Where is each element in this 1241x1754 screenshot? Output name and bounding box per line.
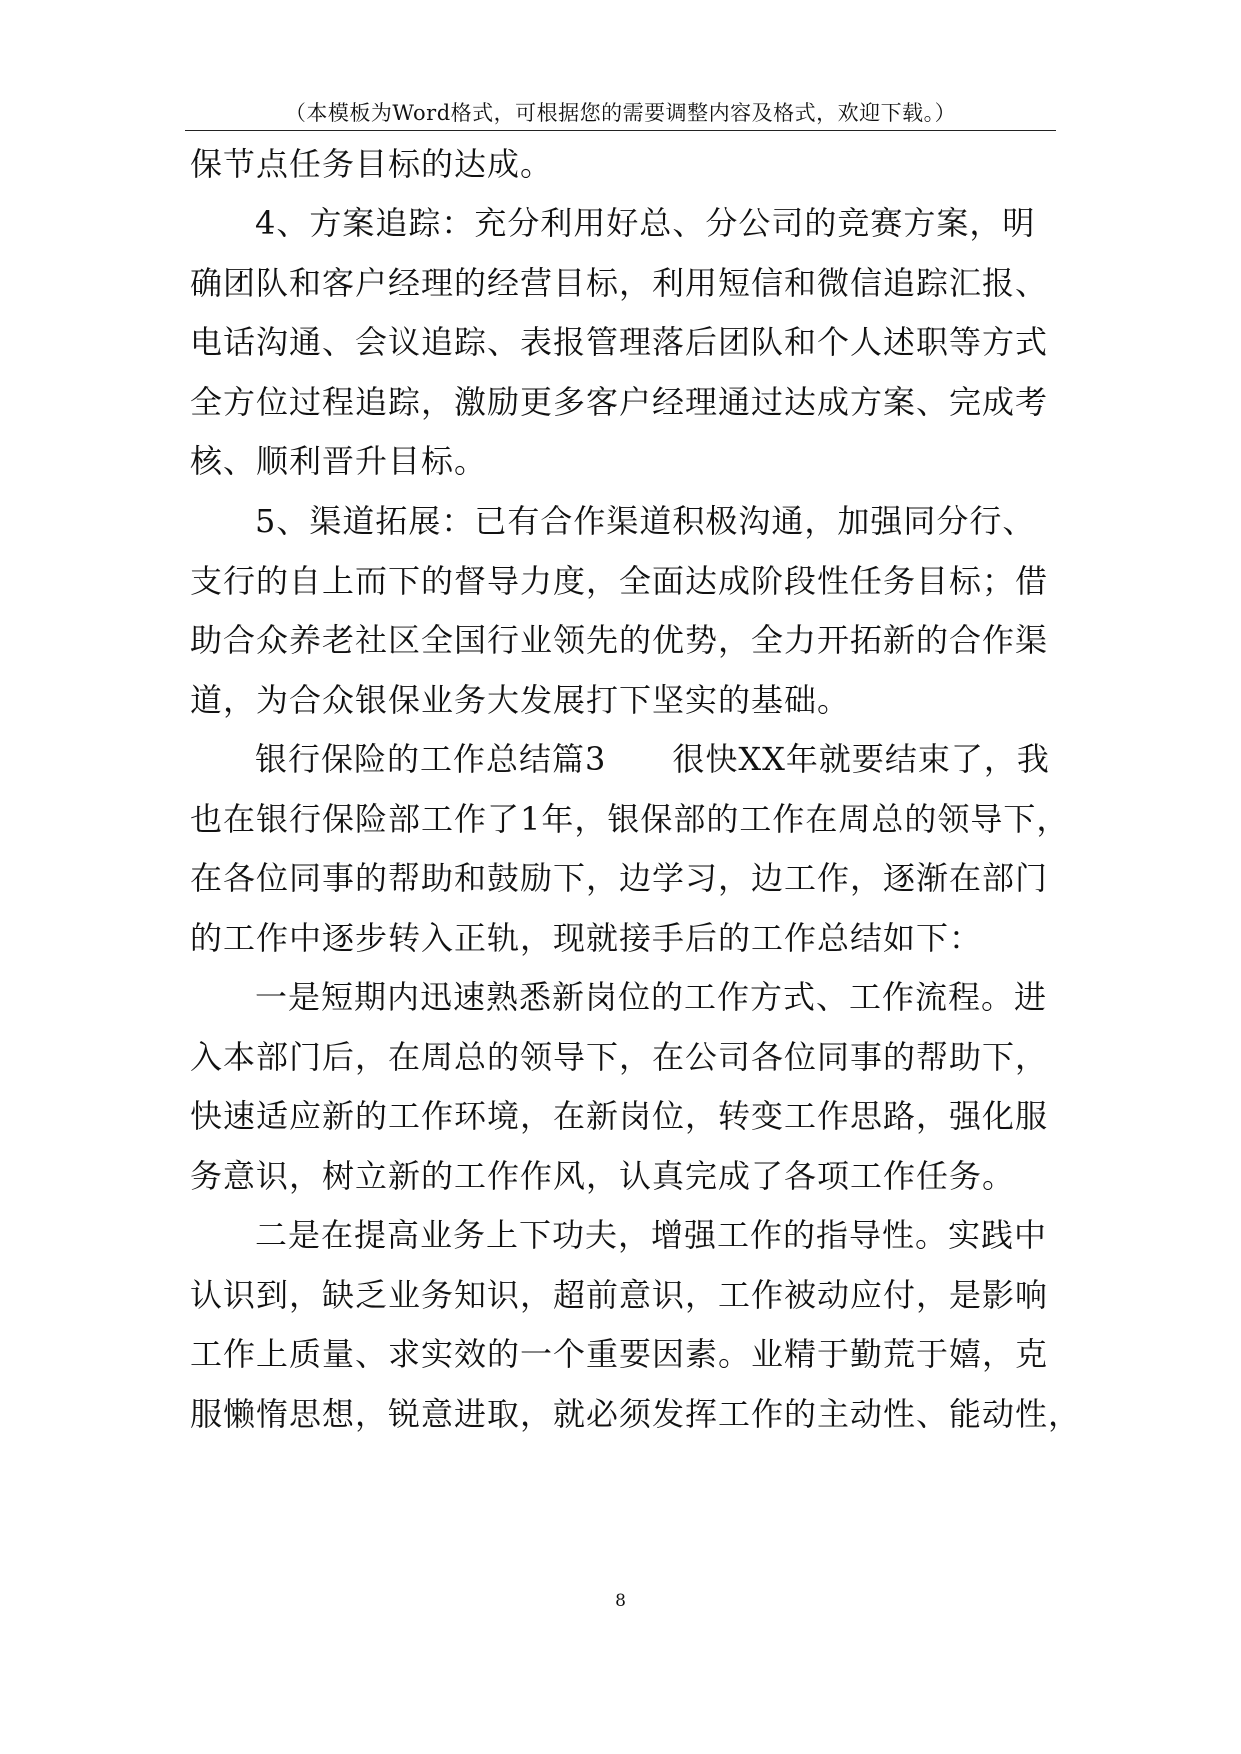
text-line: 二是在提高业务上下功夫，增强工作的指导性。实践中 xyxy=(255,1216,1048,1254)
text-line: 支行的自上而下的督导力度，全面达成阶段性任务目标；借 xyxy=(190,562,1049,600)
text-line: 银行保险的工作总结篇3 很快XX年就要结束了，我 xyxy=(255,740,1050,778)
text-line: 确团队和客户经理的经营目标，利用短信和微信追踪汇报、 xyxy=(190,264,1049,302)
text-line: 助合众养老社区全国行业领先的优势，全力开拓新的合作渠 xyxy=(190,621,1049,659)
text-line: 工作上质量、求实效的一个重要因素。业精于勤荒于嬉，克 xyxy=(190,1335,1049,1373)
text-line: 服懒惰思想，锐意进取，就必须发挥工作的主动性、能动性， xyxy=(190,1395,1082,1433)
text-line: 4、方案追踪：充分利用好总、分公司的竞赛方案，明 xyxy=(255,204,1036,242)
text-line: 电话沟通、会议追踪、表报管理落后团队和个人述职等方式 xyxy=(190,323,1049,361)
text-line: 保节点任务目标的达成。 xyxy=(190,145,554,183)
text-line: 核、顺利晋升目标。 xyxy=(190,442,488,480)
page-number: 8 xyxy=(615,1591,626,1611)
text-line: 快速适应新的工作环境，在新岗位，转变工作思路，强化服 xyxy=(190,1097,1049,1135)
header-divider xyxy=(185,130,1056,131)
text-line: 道，为合众银保业务大发展打下坚实的基础。 xyxy=(190,681,851,719)
text-line: 也在银行保险部工作了1年，银保部的工作在周总的领导下， xyxy=(190,800,1070,838)
text-line: 务意识，树立新的工作作风，认真完成了各项工作任务。 xyxy=(190,1157,1016,1195)
text-line: 5、渠道拓展：已有合作渠道积极沟通，加强同分行、 xyxy=(255,502,1036,540)
text-line: 入本部门后，在周总的领导下，在公司各位同事的帮助下， xyxy=(190,1038,1049,1076)
header-note: （本模板为Word格式，可根据您的需要调整内容及格式，欢迎下载。） xyxy=(284,101,957,125)
text-line: 一是短期内迅速熟悉新岗位的工作方式、工作流程。进 xyxy=(255,978,1048,1016)
text-line: 全方位过程追踪，激励更多客户经理通过达成方案、完成考 xyxy=(190,383,1049,421)
text-line: 的工作中逐步转入正轨，现就接手后的工作总结如下： xyxy=(190,919,983,957)
text-line: 在各位同事的帮助和鼓励下，边学习，边工作，逐渐在部门 xyxy=(190,859,1049,897)
text-line: 认识到，缺乏业务知识，超前意识，工作被动应付，是影响 xyxy=(190,1276,1049,1314)
